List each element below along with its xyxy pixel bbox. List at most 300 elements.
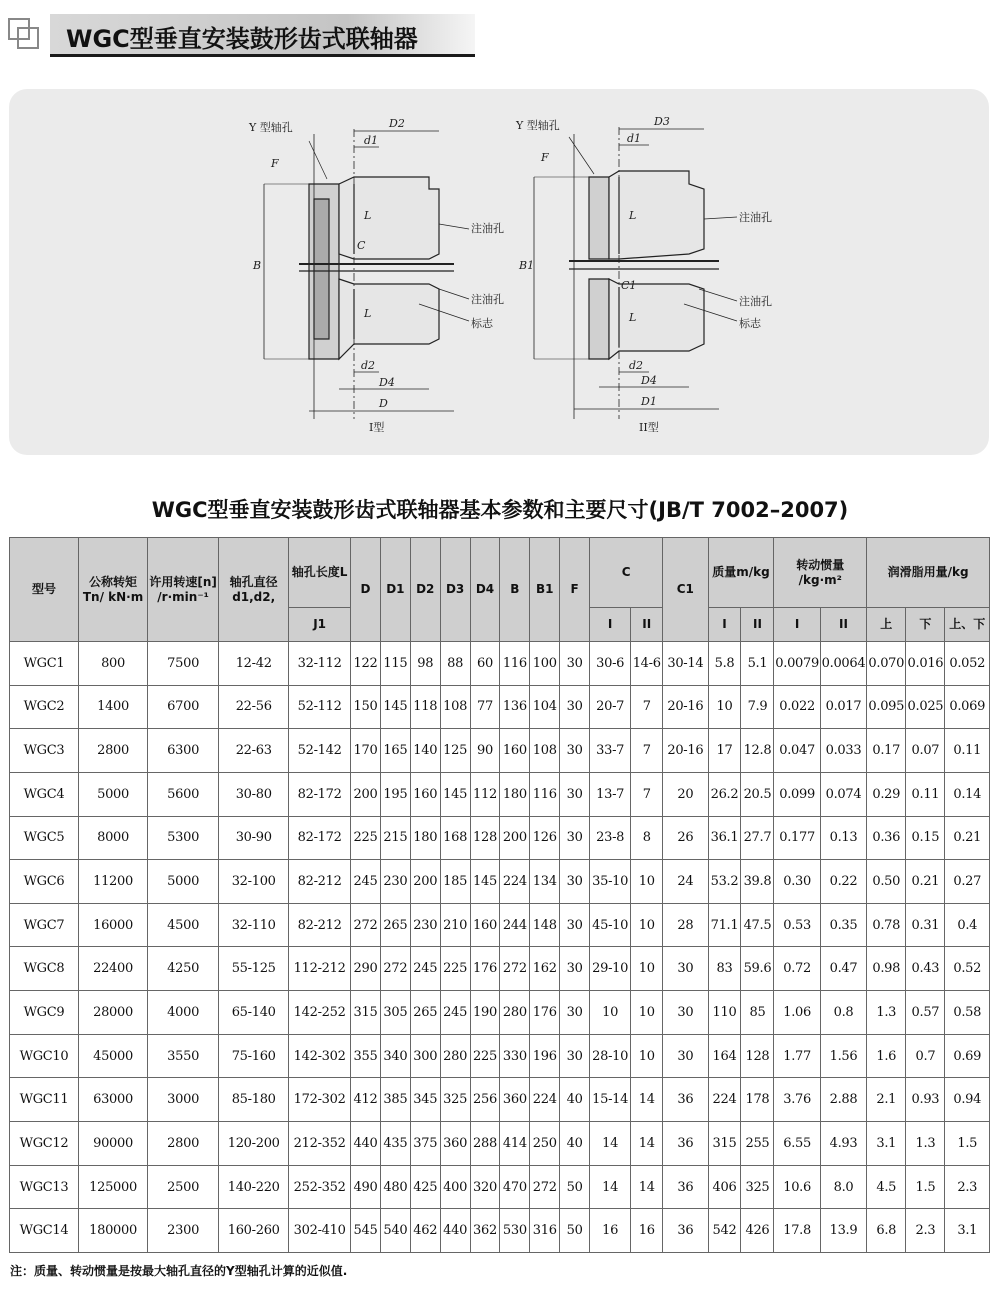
table-cell: 200: [410, 860, 440, 904]
table-cell: 412: [351, 1078, 381, 1122]
table-cell: 108: [440, 685, 470, 729]
table-cell: 0.58: [945, 991, 990, 1035]
table-cell: 0.22: [820, 860, 866, 904]
table-cell: 0.30: [774, 860, 820, 904]
table-cell: 195: [380, 772, 410, 816]
table-cell: 345: [410, 1078, 440, 1122]
table-cell: 40: [560, 1122, 590, 1166]
header-inertia-II: II: [820, 608, 866, 642]
table-cell: 82-172: [289, 772, 351, 816]
table-cell: 2300: [148, 1209, 219, 1253]
type2-dim-D1: D1: [641, 395, 657, 408]
table-cell: 272: [351, 903, 381, 947]
table-cell: 90: [470, 729, 500, 773]
table-cell: 325: [741, 1165, 774, 1209]
table-cell: 3550: [148, 1034, 219, 1078]
header-C1: C1: [663, 538, 708, 642]
table-cell: 28000: [79, 991, 148, 1035]
table-cell: 8000: [79, 816, 148, 860]
table-cell: 185: [440, 860, 470, 904]
model-cell: WGC10: [10, 1034, 79, 1078]
table-cell: 28-10: [590, 1034, 631, 1078]
table-cell: 145: [380, 685, 410, 729]
header-D1: D1: [380, 538, 410, 642]
table-cell: 30: [560, 860, 590, 904]
table-row: [10, 642, 990, 686]
table-cell: 12-42: [219, 642, 289, 686]
table-cell: 2.3: [945, 1165, 990, 1209]
model-cell: WGC5: [10, 816, 79, 860]
table-cell: 245: [410, 947, 440, 991]
table-cell: 0.29: [867, 772, 906, 816]
header-B: B: [500, 538, 530, 642]
table-cell: 30: [663, 947, 708, 991]
footnote: 注：质量、转动惯量是按最大轴孔直径的Y型轴孔计算的近似值.: [10, 1264, 348, 1278]
table-cell: 28: [663, 903, 708, 947]
table-cell: 224: [530, 1078, 560, 1122]
table-cell: 330: [500, 1034, 530, 1078]
type1-dim-d2: d2: [361, 359, 376, 372]
table-cell: 10: [590, 991, 631, 1035]
table-cell: 30-14: [663, 642, 708, 686]
model-cell: WGC8: [10, 947, 79, 991]
table-cell: 12.8: [741, 729, 774, 773]
table-cell: 30-6: [590, 642, 631, 686]
table-cell: 300: [410, 1034, 440, 1078]
table-cell: 160: [470, 903, 500, 947]
table-cell: 32-100: [219, 860, 289, 904]
table-cell: 160: [410, 772, 440, 816]
table-cell: 20-7: [590, 685, 631, 729]
table-cell: 27.7: [741, 816, 774, 860]
table-cell: 145: [440, 772, 470, 816]
header-grease-both: 上、下: [945, 608, 990, 642]
type1-label: I型: [369, 421, 385, 434]
table-cell: 210: [440, 903, 470, 947]
table-cell: 20-16: [663, 685, 708, 729]
table-cell: 10: [631, 991, 663, 1035]
table-cell: 435: [380, 1122, 410, 1166]
table-cell: 0.43: [906, 947, 945, 991]
table-cell: 120-200: [219, 1122, 289, 1166]
table-cell: 245: [351, 860, 381, 904]
table-cell: 82-172: [289, 816, 351, 860]
table-cell: 145: [470, 860, 500, 904]
table-cell: 16: [631, 1209, 663, 1253]
table-cell: 11200: [79, 860, 148, 904]
table-row: [10, 1209, 990, 1253]
technical-drawing: [9, 89, 989, 455]
table-cell: 6300: [148, 729, 219, 773]
header-mass-II: II: [741, 608, 774, 642]
type1-dim-L-lower: L: [364, 307, 372, 320]
table-cell: 63000: [79, 1078, 148, 1122]
table-cell: 0.15: [906, 816, 945, 860]
table-cell: 0.36: [867, 816, 906, 860]
table-cell: 77: [470, 685, 500, 729]
table-cell: 480: [380, 1165, 410, 1209]
header-inertia: 转动惯量 /kg·m²: [774, 538, 867, 608]
table-cell: 26: [663, 816, 708, 860]
type2-dim-d2: d2: [629, 359, 644, 372]
table-cell: 0.099: [774, 772, 820, 816]
table-cell: 5600: [148, 772, 219, 816]
table-cell: 17: [708, 729, 741, 773]
table-cell: 30: [560, 642, 590, 686]
table-cell: 14: [631, 1078, 663, 1122]
table-cell: 22-63: [219, 729, 289, 773]
table-cell: 36: [663, 1209, 708, 1253]
table-cell: 1400: [79, 685, 148, 729]
table-cell: 125000: [79, 1165, 148, 1209]
table-cell: 255: [741, 1122, 774, 1166]
table-cell: 7: [631, 772, 663, 816]
table-cell: 35-10: [590, 860, 631, 904]
table-cell: 375: [410, 1122, 440, 1166]
table-cell: 30: [560, 947, 590, 991]
table-cell: 24: [663, 860, 708, 904]
type1-callout-oilhole-1: 注油孔: [471, 222, 504, 235]
table-cell: 176: [470, 947, 500, 991]
type1-dim-D: D: [379, 397, 388, 410]
table-cell: 142-302: [289, 1034, 351, 1078]
table-cell: 82-212: [289, 903, 351, 947]
table-cell: 29-10: [590, 947, 631, 991]
table-cell: 265: [380, 903, 410, 947]
table-cell: 26.2: [708, 772, 741, 816]
header-grease-up: 上: [867, 608, 906, 642]
table-cell: 176: [530, 991, 560, 1035]
header-C-I: I: [590, 608, 631, 642]
table-cell: 180: [410, 816, 440, 860]
table-cell: 0.35: [820, 903, 866, 947]
table-cell: 30: [560, 729, 590, 773]
table-row: [10, 772, 990, 816]
table-cell: 1.56: [820, 1034, 866, 1078]
header-grease: 润滑脂用量/kg: [867, 538, 990, 608]
table-cell: 15-14: [590, 1078, 631, 1122]
table-cell: 178: [741, 1078, 774, 1122]
table-cell: 225: [470, 1034, 500, 1078]
type1-dim-d1: d1: [364, 134, 379, 147]
table-cell: 0.98: [867, 947, 906, 991]
table-cell: 30: [560, 903, 590, 947]
table-cell: 118: [410, 685, 440, 729]
table-cell: 148: [530, 903, 560, 947]
table-cell: 272: [380, 947, 410, 991]
table-cell: 16: [590, 1209, 631, 1253]
table-cell: 224: [500, 860, 530, 904]
table-cell: 0.57: [906, 991, 945, 1035]
table-cell: 250: [530, 1122, 560, 1166]
type2-drawing: [534, 127, 737, 419]
table-cell: 542: [708, 1209, 741, 1253]
model-cell: WGC13: [10, 1165, 79, 1209]
table-cell: 340: [380, 1034, 410, 1078]
table-cell: 14: [590, 1122, 631, 1166]
header-inertia-I: I: [774, 608, 820, 642]
table-cell: 6.55: [774, 1122, 820, 1166]
model-cell: WGC12: [10, 1122, 79, 1166]
table-cell: 126: [530, 816, 560, 860]
table-cell: 180: [500, 772, 530, 816]
table-cell: 8.0: [820, 1165, 866, 1209]
table-cell: 2.88: [820, 1078, 866, 1122]
table-cell: 32-112: [289, 642, 351, 686]
table-row: [10, 1034, 990, 1078]
type1-dim-F: F: [271, 157, 279, 170]
table-cell: 244: [500, 903, 530, 947]
table-cell: 83: [708, 947, 741, 991]
table-cell: 180000: [79, 1209, 148, 1253]
header-speed: 许用转速[n] /r·min⁻¹: [148, 538, 219, 642]
type2-callout-oilhole-1: 注油孔: [739, 211, 772, 224]
table-cell: 4000: [148, 991, 219, 1035]
header-C-II: II: [631, 608, 663, 642]
table-cell: 0.21: [906, 860, 945, 904]
table-cell: 10: [631, 1034, 663, 1078]
type1-dim-D2: D2: [389, 117, 405, 130]
table-cell: 4.5: [867, 1165, 906, 1209]
table-cell: 128: [741, 1034, 774, 1078]
table-cell: 0.53: [774, 903, 820, 947]
table-cell: 104: [530, 685, 560, 729]
table-cell: 0.017: [820, 685, 866, 729]
table-cell: 530: [500, 1209, 530, 1253]
table-cell: 0.074: [820, 772, 866, 816]
table-cell: 100: [530, 642, 560, 686]
table-cell: 30: [560, 685, 590, 729]
type1-dim-C: C: [357, 239, 366, 252]
table-cell: 10: [631, 903, 663, 947]
table-cell: 110: [708, 991, 741, 1035]
table-cell: 160-260: [219, 1209, 289, 1253]
table-cell: 36: [663, 1122, 708, 1166]
table-cell: 36: [663, 1078, 708, 1122]
table-cell: 3000: [148, 1078, 219, 1122]
header-C: C: [590, 538, 663, 608]
type2-dim-D3: D3: [654, 115, 670, 128]
table-cell: 165: [380, 729, 410, 773]
table-row: [10, 1078, 990, 1122]
table-cell: 385: [380, 1078, 410, 1122]
table-cell: 490: [351, 1165, 381, 1209]
table-cell: 50: [560, 1209, 590, 1253]
table-row: [10, 729, 990, 773]
table-cell: 0.025: [906, 685, 945, 729]
table-cell: 0.7: [906, 1034, 945, 1078]
table-cell: 0.31: [906, 903, 945, 947]
table-title: WGC型垂直安装鼓形齿式联轴器基本参数和主要尺寸(JB/T 7002–2007): [151, 498, 849, 522]
table-cell: 55-125: [219, 947, 289, 991]
table-cell: 14: [590, 1165, 631, 1209]
table-cell: 5.8: [708, 642, 741, 686]
table-cell: 305: [380, 991, 410, 1035]
section-square-icon: [8, 18, 40, 50]
table-cell: 0.095: [867, 685, 906, 729]
header-F: F: [560, 538, 590, 642]
table-cell: 140: [410, 729, 440, 773]
table-cell: 2800: [79, 729, 148, 773]
table-cell: 14: [631, 1165, 663, 1209]
table-cell: 1.06: [774, 991, 820, 1035]
header-model: 型号: [10, 538, 79, 642]
table-cell: 470: [500, 1165, 530, 1209]
table-row: [10, 860, 990, 904]
type1-drawing: [264, 129, 469, 419]
table-cell: 162: [530, 947, 560, 991]
table-cell: 75-160: [219, 1034, 289, 1078]
model-cell: WGC4: [10, 772, 79, 816]
table-cell: 4.93: [820, 1122, 866, 1166]
model-cell: WGC11: [10, 1078, 79, 1122]
table-cell: 142-252: [289, 991, 351, 1035]
header-B1: B1: [530, 538, 560, 642]
table-cell: 47.5: [741, 903, 774, 947]
table-cell: 6.8: [867, 1209, 906, 1253]
table-cell: 20: [663, 772, 708, 816]
table-cell: 4250: [148, 947, 219, 991]
table-cell: 39.8: [741, 860, 774, 904]
header-mass-I: I: [708, 608, 741, 642]
table-cell: 10: [631, 947, 663, 991]
header-bore: 轴孔直径 d1,d2,: [219, 538, 289, 642]
table-cell: 14-6: [631, 642, 663, 686]
type2-dim-B1: B1: [519, 259, 535, 272]
type2-callout-oilhole-2: 注油孔: [739, 295, 772, 308]
table-cell: 315: [351, 991, 381, 1035]
table-cell: 0.47: [820, 947, 866, 991]
table-cell: 316: [530, 1209, 560, 1253]
table-cell: 160: [500, 729, 530, 773]
table-cell: 265: [410, 991, 440, 1035]
table-cell: 17.8: [774, 1209, 820, 1253]
table-cell: 290: [351, 947, 381, 991]
table-cell: 0.52: [945, 947, 990, 991]
table-cell: 116: [500, 642, 530, 686]
table-cell: 425: [410, 1165, 440, 1209]
table-cell: 0.11: [945, 729, 990, 773]
table-cell: 0.070: [867, 642, 906, 686]
table-cell: 224: [708, 1078, 741, 1122]
table-cell: 2500: [148, 1165, 219, 1209]
table-cell: 288: [470, 1122, 500, 1166]
table-cell: 32-110: [219, 903, 289, 947]
table-row: [10, 1122, 990, 1166]
table-cell: 0.27: [945, 860, 990, 904]
table-cell: 280: [440, 1034, 470, 1078]
table-cell: 200: [351, 772, 381, 816]
table-cell: 122: [351, 642, 381, 686]
table-cell: 7.9: [741, 685, 774, 729]
table-cell: 0.0064: [820, 642, 866, 686]
table-cell: 2800: [148, 1122, 219, 1166]
table-cell: 40: [560, 1078, 590, 1122]
table-cell: 0.177: [774, 816, 820, 860]
table-cell: 16000: [79, 903, 148, 947]
table-cell: 0.016: [906, 642, 945, 686]
model-cell: WGC2: [10, 685, 79, 729]
type2-dim-D4: D4: [641, 374, 657, 387]
table-cell: 5300: [148, 816, 219, 860]
table-cell: 215: [380, 816, 410, 860]
table-cell: 59.6: [741, 947, 774, 991]
page-header: [0, 0, 1000, 70]
table-cell: 1.5: [906, 1165, 945, 1209]
table-cell: 20-16: [663, 729, 708, 773]
table-cell: 0.11: [906, 772, 945, 816]
header-length: 轴孔长度L: [289, 538, 351, 608]
table-cell: 13-7: [590, 772, 631, 816]
table-cell: 0.033: [820, 729, 866, 773]
table-cell: 0.78: [867, 903, 906, 947]
type2-callout-mark: 标志: [739, 317, 761, 330]
table-cell: 400: [440, 1165, 470, 1209]
type2-dim-L-upper: L: [629, 209, 637, 222]
table-cell: 3.76: [774, 1078, 820, 1122]
table-cell: 245: [440, 991, 470, 1035]
table-cell: 406: [708, 1165, 741, 1209]
page-title: WGC型垂直安装鼓形齿式联轴器: [66, 25, 418, 53]
table-cell: 71.1: [708, 903, 741, 947]
table-cell: 108: [530, 729, 560, 773]
type2-dim-L-lower: L: [629, 311, 637, 324]
table-cell: 0.052: [945, 642, 990, 686]
table-cell: 20.5: [741, 772, 774, 816]
table-cell: 0.94: [945, 1078, 990, 1122]
table-cell: 5000: [79, 772, 148, 816]
table-cell: 0.72: [774, 947, 820, 991]
table-cell: 115: [380, 642, 410, 686]
table-cell: 414: [500, 1122, 530, 1166]
table-cell: 30: [560, 1034, 590, 1078]
table-cell: 168: [440, 816, 470, 860]
table-cell: 30: [663, 1034, 708, 1078]
type1-dim-L-upper: L: [364, 209, 372, 222]
table-cell: 2.3: [906, 1209, 945, 1253]
table-cell: 85-180: [219, 1078, 289, 1122]
table-cell: 462: [410, 1209, 440, 1253]
table-cell: 172-302: [289, 1078, 351, 1122]
table-cell: 134: [530, 860, 560, 904]
table-cell: 36.1: [708, 816, 741, 860]
type1-dim-D4: D4: [379, 376, 395, 389]
spec-table: [9, 537, 990, 1253]
table-cell: 1.6: [867, 1034, 906, 1078]
table-cell: 5.1: [741, 642, 774, 686]
table-cell: 22-56: [219, 685, 289, 729]
table-cell: 33-7: [590, 729, 631, 773]
table-cell: 85: [741, 991, 774, 1035]
table-row: [10, 685, 990, 729]
table-cell: 0.0079: [774, 642, 820, 686]
table-cell: 320: [470, 1165, 500, 1209]
table-cell: 362: [470, 1209, 500, 1253]
model-cell: WGC9: [10, 991, 79, 1035]
table-cell: 52-142: [289, 729, 351, 773]
table-cell: 52-112: [289, 685, 351, 729]
table-row: [10, 947, 990, 991]
table-cell: 272: [500, 947, 530, 991]
model-cell: WGC7: [10, 903, 79, 947]
coupling-drawings-svg: [9, 89, 989, 455]
table-row: [10, 816, 990, 860]
type2-dim-F: F: [541, 151, 549, 164]
model-cell: WGC1: [10, 642, 79, 686]
table-cell: 0.50: [867, 860, 906, 904]
header-D4: D4: [470, 538, 500, 642]
table-cell: 426: [741, 1209, 774, 1253]
